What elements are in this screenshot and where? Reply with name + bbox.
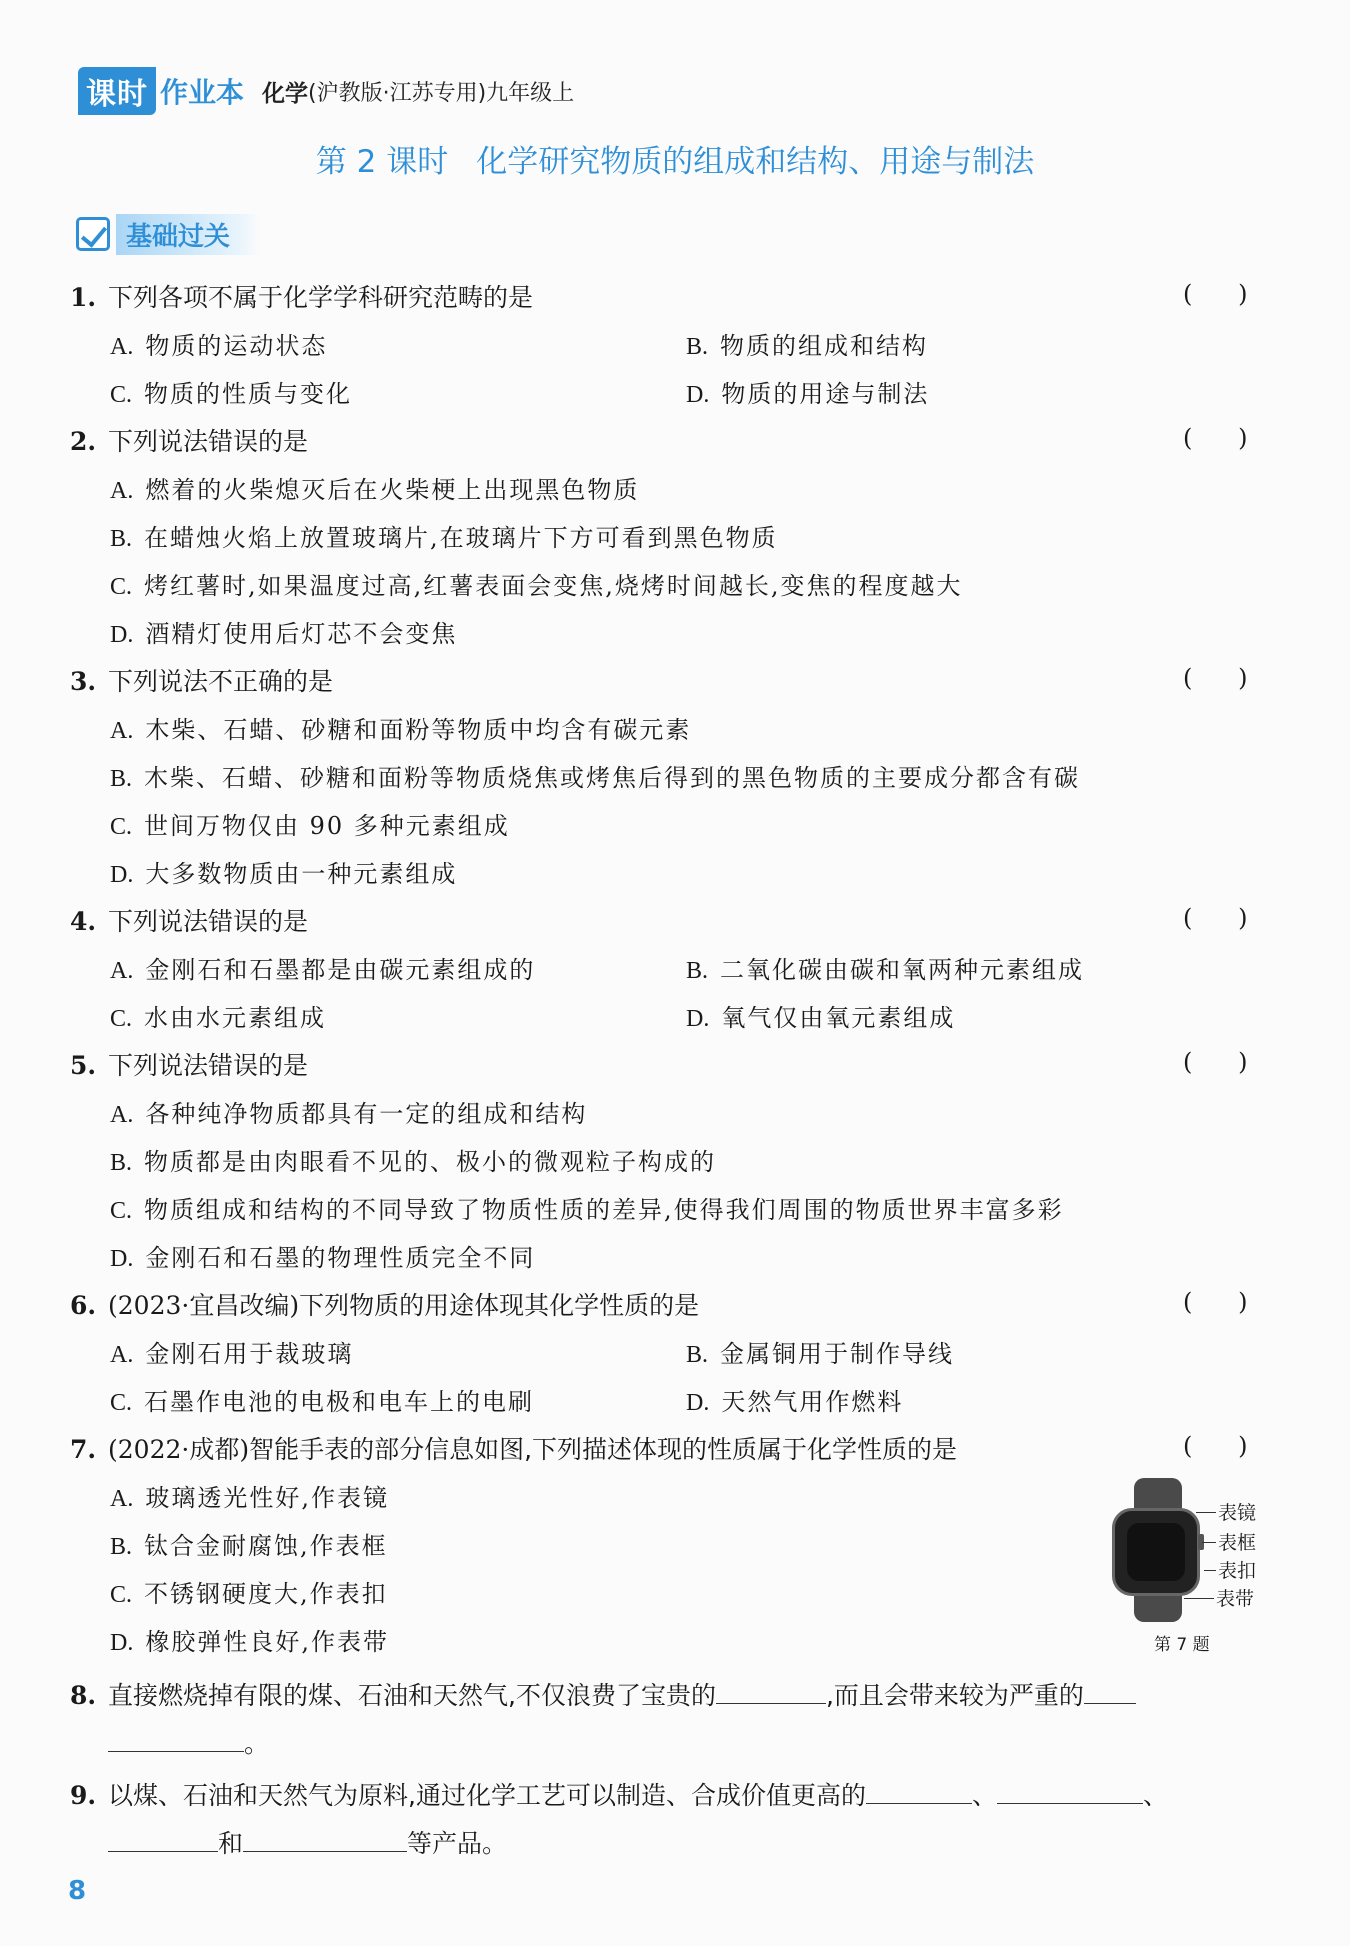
question-5	[70, 1046, 308, 1082]
question-number: 5.	[70, 1051, 97, 1080]
lesson-number: 第 2 课时	[315, 144, 449, 180]
fill-blank[interactable]	[108, 1727, 244, 1752]
option: A. 金刚石和石墨都是由碳元素组成的	[110, 956, 536, 984]
page-number: 8	[68, 1876, 87, 1906]
lesson-title	[0, 136, 1350, 181]
question-number: 3.	[70, 667, 97, 696]
section-label: 基础过关	[116, 214, 260, 255]
fill-blank[interactable]	[716, 1679, 826, 1704]
question-stem: 下列说法不正确的是	[108, 667, 334, 696]
question-stem: 下列说法错误的是	[108, 1051, 309, 1080]
question-9: 9. 以煤、石油和天然气为原料,通过化学工艺可以制造、合成价值更高的 、 、	[70, 1781, 1168, 1810]
question-number: 9.	[70, 1781, 97, 1810]
option: D. 大多数物质由一种元素组成	[110, 860, 458, 888]
option: A. 金刚石用于裁玻璃	[110, 1340, 354, 1368]
callout-label: 表扣	[1218, 1560, 1257, 1582]
answer-bracket[interactable]: ( )	[1183, 1432, 1248, 1460]
subject-edition: (沪教版·江苏专用)九年级上	[308, 80, 575, 106]
option: C. 烤红薯时,如果温度过高,红薯表面会变焦,烧烤时间越长,变焦的程度越大	[110, 572, 963, 600]
option: A. 物质的运动状态	[110, 332, 328, 360]
callout-label: 表镜	[1218, 1502, 1257, 1524]
answer-bracket[interactable]: ( )	[1183, 1048, 1248, 1076]
option: C. 世间万物仅由 90 多种元素组成	[110, 812, 510, 840]
option: B. 在蜡烛火焰上放置玻璃片,在玻璃片下方可看到黑色物质	[110, 524, 778, 552]
answer-bracket[interactable]: ( )	[1183, 424, 1248, 452]
question-number: 6.	[70, 1291, 97, 1320]
brand-logo-box: 课时	[78, 67, 156, 115]
option: D. 天然气用作燃料	[686, 1388, 904, 1416]
callout-line	[1184, 1598, 1214, 1599]
question-source: (2022·成都)	[108, 1435, 250, 1464]
lesson-name: 化学研究物质的组成和结构、用途与制法	[476, 144, 1035, 180]
option: B. 金属铜用于制作导线	[686, 1340, 955, 1368]
question-1	[70, 278, 533, 314]
answer-bracket[interactable]: ( )	[1183, 664, 1248, 692]
question-number: 8.	[70, 1681, 97, 1710]
fill-blank[interactable]	[243, 1827, 407, 1852]
question-4	[70, 902, 308, 938]
question-stem: 下列说法错误的是	[108, 907, 309, 936]
option: A. 各种纯净物质都具有一定的组成和结构	[110, 1100, 588, 1128]
option: A. 燃着的火柴熄灭后在火柴梗上出现黑色物质	[110, 476, 640, 504]
smartwatch-icon	[1112, 1508, 1200, 1596]
subject-name: 化学	[262, 80, 309, 107]
question-stem: 下列各项不属于化学学科研究范畴的是	[108, 283, 534, 312]
brand-logo-text: 作业本	[160, 76, 245, 109]
option: D. 酒精灯使用后灯芯不会变焦	[110, 620, 458, 648]
option: B. 木柴、石蜡、砂糖和面粉等物质烧焦或烤焦后得到的黑色物质的主要成分都含有碳	[110, 764, 1081, 792]
option: B. 二氧化碳由碳和氧两种元素组成	[686, 956, 1085, 984]
option: A. 木柴、石蜡、砂糖和面粉等物质中均含有碳元素	[110, 716, 692, 744]
option: C. 不锈钢硬度大,作表扣	[110, 1580, 388, 1608]
question-3	[70, 662, 333, 698]
fill-blank[interactable]	[1084, 1679, 1136, 1704]
question-9-continued: 和 等产品。	[108, 1824, 507, 1860]
answer-bracket[interactable]: ( )	[1183, 280, 1248, 308]
fill-blank[interactable]	[108, 1827, 218, 1852]
question-number: 7.	[70, 1435, 97, 1464]
callout-label: 表带	[1216, 1588, 1255, 1610]
question-number: 4.	[70, 907, 97, 936]
question-6	[70, 1286, 699, 1322]
option: B. 物质都是由肉眼看不见的、极小的微观粒子构成的	[110, 1148, 717, 1176]
fill-blank[interactable]	[866, 1779, 972, 1804]
callout-line	[1202, 1542, 1216, 1543]
checkbox-icon	[76, 217, 110, 251]
option: B. 物质的组成和结构	[686, 332, 929, 360]
question-number: 2.	[70, 427, 97, 456]
option: C. 石墨作电池的电极和电车上的电刷	[110, 1388, 535, 1416]
fill-blank[interactable]	[997, 1779, 1143, 1804]
option: B. 钛合金耐腐蚀,作表框	[110, 1532, 388, 1560]
smartwatch-figure	[1104, 1470, 1274, 1655]
option: D. 橡胶弹性良好,作表带	[110, 1628, 389, 1656]
section-header	[76, 212, 260, 256]
question-number: 1.	[70, 283, 97, 312]
page-header	[78, 70, 574, 112]
option: D. 物质的用途与制法	[686, 380, 930, 408]
question-stem: 下列说法错误的是	[108, 427, 309, 456]
question-7	[70, 1430, 957, 1466]
option: D. 氧气仅由氧元素组成	[686, 1004, 956, 1032]
question-2	[70, 422, 308, 458]
question-8-continued: 。	[108, 1724, 269, 1760]
question-source: (2023·宜昌改编)	[108, 1291, 300, 1320]
question-8: 8. 直接燃烧掉有限的煤、石油和天然气,不仅浪费了宝贵的 ,而且会带来较为严重的	[70, 1676, 1136, 1712]
option: C. 物质组成和结构的不同导致了物质性质的差异,使得我们周围的物质世界丰富多彩	[110, 1196, 1064, 1224]
answer-bracket[interactable]: ( )	[1183, 904, 1248, 932]
watch-screen	[1127, 1523, 1185, 1581]
callout-label: 表框	[1218, 1532, 1257, 1554]
option: C. 物质的性质与变化	[110, 380, 353, 408]
option: A. 玻璃透光性好,作表镜	[110, 1484, 389, 1512]
question-stem: 智能手表的部分信息如图,下列描述体现的性质属于化学性质的是	[249, 1435, 958, 1464]
option: D. 金刚石和石墨的物理性质完全不同	[110, 1244, 536, 1272]
option: C. 水由水元素组成	[110, 1004, 327, 1032]
callout-line	[1196, 1512, 1216, 1513]
callout-line	[1204, 1570, 1216, 1571]
answer-bracket[interactable]: ( )	[1183, 1288, 1248, 1316]
question-stem: 下列物质的用途体现其化学性质的是	[299, 1291, 700, 1320]
figure-caption: 第 7 题	[1154, 1635, 1210, 1655]
